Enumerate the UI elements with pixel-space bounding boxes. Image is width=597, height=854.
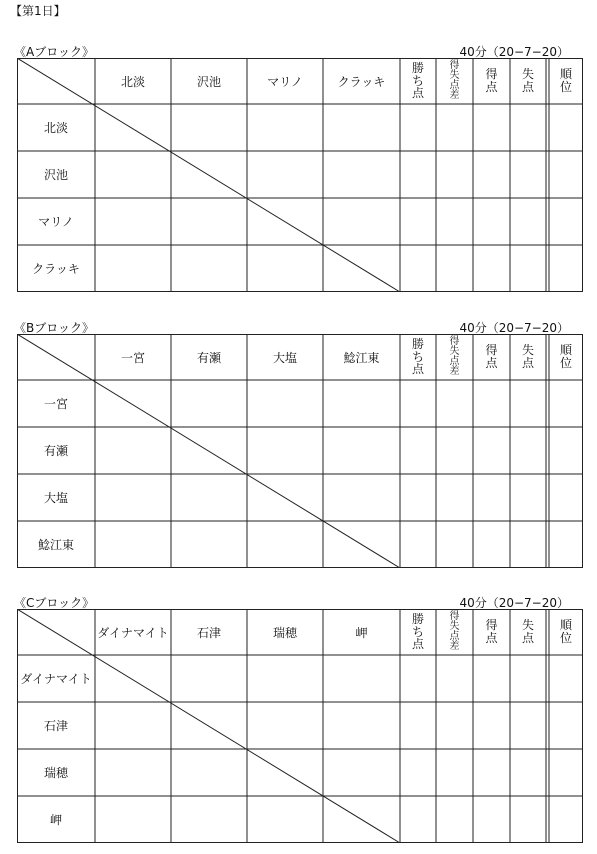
column-header-team: 鯰江東 <box>343 350 380 365</box>
header-rank: 順 位 <box>559 618 572 645</box>
header-goals-for: 得 点 <box>485 343 498 370</box>
header-goal-difference: 得 失 点 差 <box>449 336 460 377</box>
column-header-team: マリノ <box>267 74 303 89</box>
column-header-team: 瑞穂 <box>272 625 297 640</box>
column-header-team: 沢池 <box>196 74 221 89</box>
row-header-team: マリノ <box>38 215 74 229</box>
column-header-team: 岬 <box>355 625 368 640</box>
header-rank: 順 位 <box>559 343 572 370</box>
block-time: 40分（20−7−20） <box>459 596 569 610</box>
column-header-team: 北淡 <box>120 74 145 89</box>
row-header-team: 岬 <box>49 813 62 827</box>
match-table <box>17 58 583 292</box>
block-time: 40分（20−7−20） <box>459 45 569 59</box>
row-header-team: 沢池 <box>43 168 68 182</box>
row-header-team: 有瀬 <box>43 444 68 458</box>
header-goal-difference: 得 失 点 差 <box>449 60 460 101</box>
column-header-team: クラッキ <box>337 74 386 89</box>
header-win-points: 勝 ち 点 <box>411 612 424 652</box>
block-label: 《Cブロック》 <box>14 596 95 610</box>
match-table <box>17 334 583 568</box>
block-b <box>0 319 597 571</box>
column-header-team: 大塩 <box>272 350 297 365</box>
row-header-team: 一宮 <box>43 397 68 411</box>
row-header-team: 瑞穂 <box>43 766 68 780</box>
row-header-team: 大塩 <box>43 491 68 505</box>
row-header-team: 石津 <box>43 719 68 733</box>
header-goals-against: 失 点 <box>521 343 534 370</box>
row-header-team: 北淡 <box>43 121 68 135</box>
block-label: 《Bブロック》 <box>14 321 94 335</box>
header-rank: 順 位 <box>559 67 572 94</box>
header-goals-for: 得 点 <box>485 67 498 94</box>
block-a <box>0 43 597 295</box>
block-label: 《Aブロック》 <box>14 45 94 59</box>
row-header-team: クラッキ <box>32 262 80 276</box>
header-win-points: 勝 ち 点 <box>411 61 424 101</box>
header-goals-against: 失 点 <box>521 67 534 94</box>
header-win-points: 勝 ち 点 <box>411 337 424 377</box>
block-c <box>0 594 597 846</box>
block-time: 40分（20−7−20） <box>459 321 569 335</box>
header-goals-against: 失 点 <box>521 618 534 645</box>
page-title: 【第1日】 <box>10 4 66 18</box>
match-table <box>17 609 583 843</box>
column-header-team: ダイナマイト <box>97 625 169 640</box>
column-header-team: 石津 <box>196 625 221 640</box>
header-goals-for: 得 点 <box>485 618 498 645</box>
column-header-team: 一宮 <box>120 350 145 365</box>
row-header-team: ダイナマイト <box>20 672 92 686</box>
row-header-team: 鯰江東 <box>37 538 74 552</box>
column-header-team: 有瀬 <box>196 350 221 365</box>
header-goal-difference: 得 失 点 差 <box>449 611 460 652</box>
